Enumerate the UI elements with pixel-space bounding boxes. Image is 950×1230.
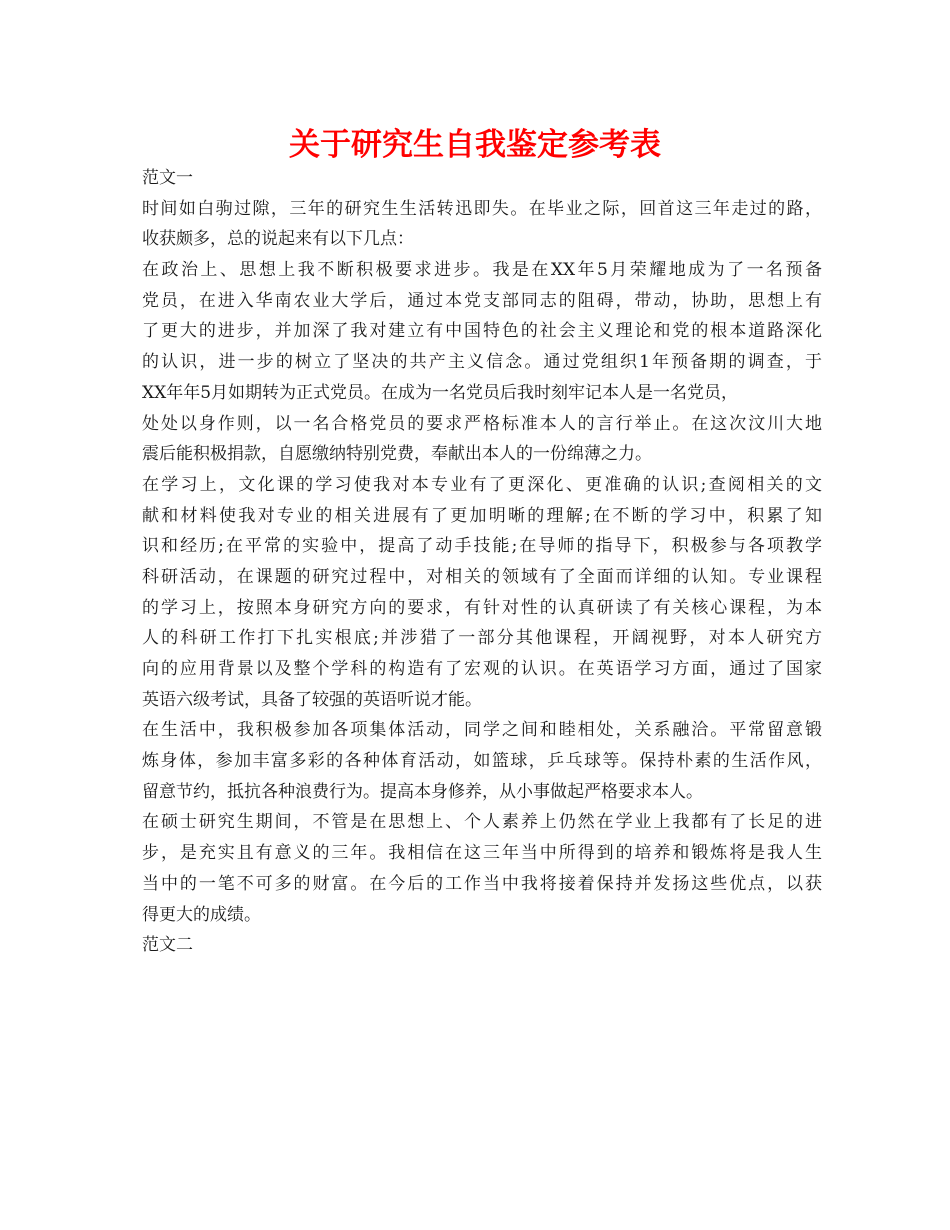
body-line: 献和材料使我对专业的相关进展有了更加明晰的理解;在不断的学习中，积累了知 [142, 505, 822, 526]
body-line: 震后能积极捐款，自愿缴纳特别党费，奉献出本人的一份绵薄之力。 [142, 444, 652, 465]
body-line: XX年年5月如期转为正式党员。在成为一名党员后我时刻牢记本人是一名党员， [142, 382, 739, 403]
body-line: 在政治上、思想上我不断积极要求进步。我是在XX年5月荣耀地成为了一名预备 [142, 260, 822, 281]
body-line: 当中的一笔不可多的财富。在今后的工作当中我将接着保持并发扬这些优点，以获 [142, 873, 822, 894]
body-line: 得更大的成绩。 [142, 904, 261, 925]
body-line: 炼身体，参加丰富多彩的各种体育活动，如篮球，乒乓球等。保持朴素的生活作风， [142, 751, 822, 772]
body-line: 的认识，进一步的树立了坚决的共产主义信念。通过党组织1年预备期的调查，于 [142, 352, 822, 373]
body-line: 在生活中，我积极参加各项集体活动，同学之间和睦相处，关系融洽。平常留意锻 [142, 720, 822, 741]
body-line: 了更大的进步，并加深了我对建立有中国特色的社会主义理论和党的根本道路深化 [142, 321, 822, 342]
body-line: 党员，在进入华南农业大学后，通过本党支部同志的阻碍，带动，协助，思想上有 [142, 290, 822, 311]
body-line: 范文一 [142, 168, 193, 188]
body-line: 范文二 [142, 935, 193, 956]
body-line: 在硕士研究生期间，不管是在思想上、个人素养上仍然在学业上我都有了长足的进 [142, 812, 822, 833]
body-line: 时间如白驹过隙，三年的研究生生活转迅即失。在毕业之际，回首这三年走过的路， [142, 198, 822, 219]
document-body [142, 163, 822, 961]
body-line: 收获颇多，总的说起来有以下几点： [142, 229, 414, 250]
body-line: 在学习上，文化课的学习使我对本专业有了更深化、更准确的认识;查阅相关的文 [142, 474, 822, 495]
body-line: 英语六级考试，具备了较强的英语听说才能。 [142, 689, 482, 710]
body-line: 科研活动，在课题的研究过程中，对相关的领域有了全面而详细的认知。专业课程 [142, 566, 822, 587]
body-line: 人的科研工作打下扎实根底;并涉猎了一部分其他课程，开阔视野，对本人研究方 [142, 628, 822, 649]
body-line: 步，是充实且有意义的三年。我相信在这三年当中所得到的培养和锻炼将是我人生 [142, 843, 822, 864]
body-line: 识和经历;在平常的实验中，提高了动手技能;在导师的指导下，积极参与各项教学 [142, 536, 822, 557]
body-line: 处处以身作则，以一名合格党员的要求严格标准本人的言行举止。在这次汶川大地 [142, 413, 822, 434]
body-line: 向的应用背景以及整个学科的构造有了宏观的认识。在英语学习方面，通过了国家 [142, 659, 822, 679]
body-line: 留意节约，抵抗各种浪费行为。提高本身修养，从小事做起严格要求本人。 [142, 781, 703, 802]
body-line: 的学习上，按照本身研究方向的要求，有针对性的认真研读了有关核心课程，为本 [142, 597, 822, 618]
document-title: 关于研究生自我鉴定参考表 [289, 127, 661, 163]
